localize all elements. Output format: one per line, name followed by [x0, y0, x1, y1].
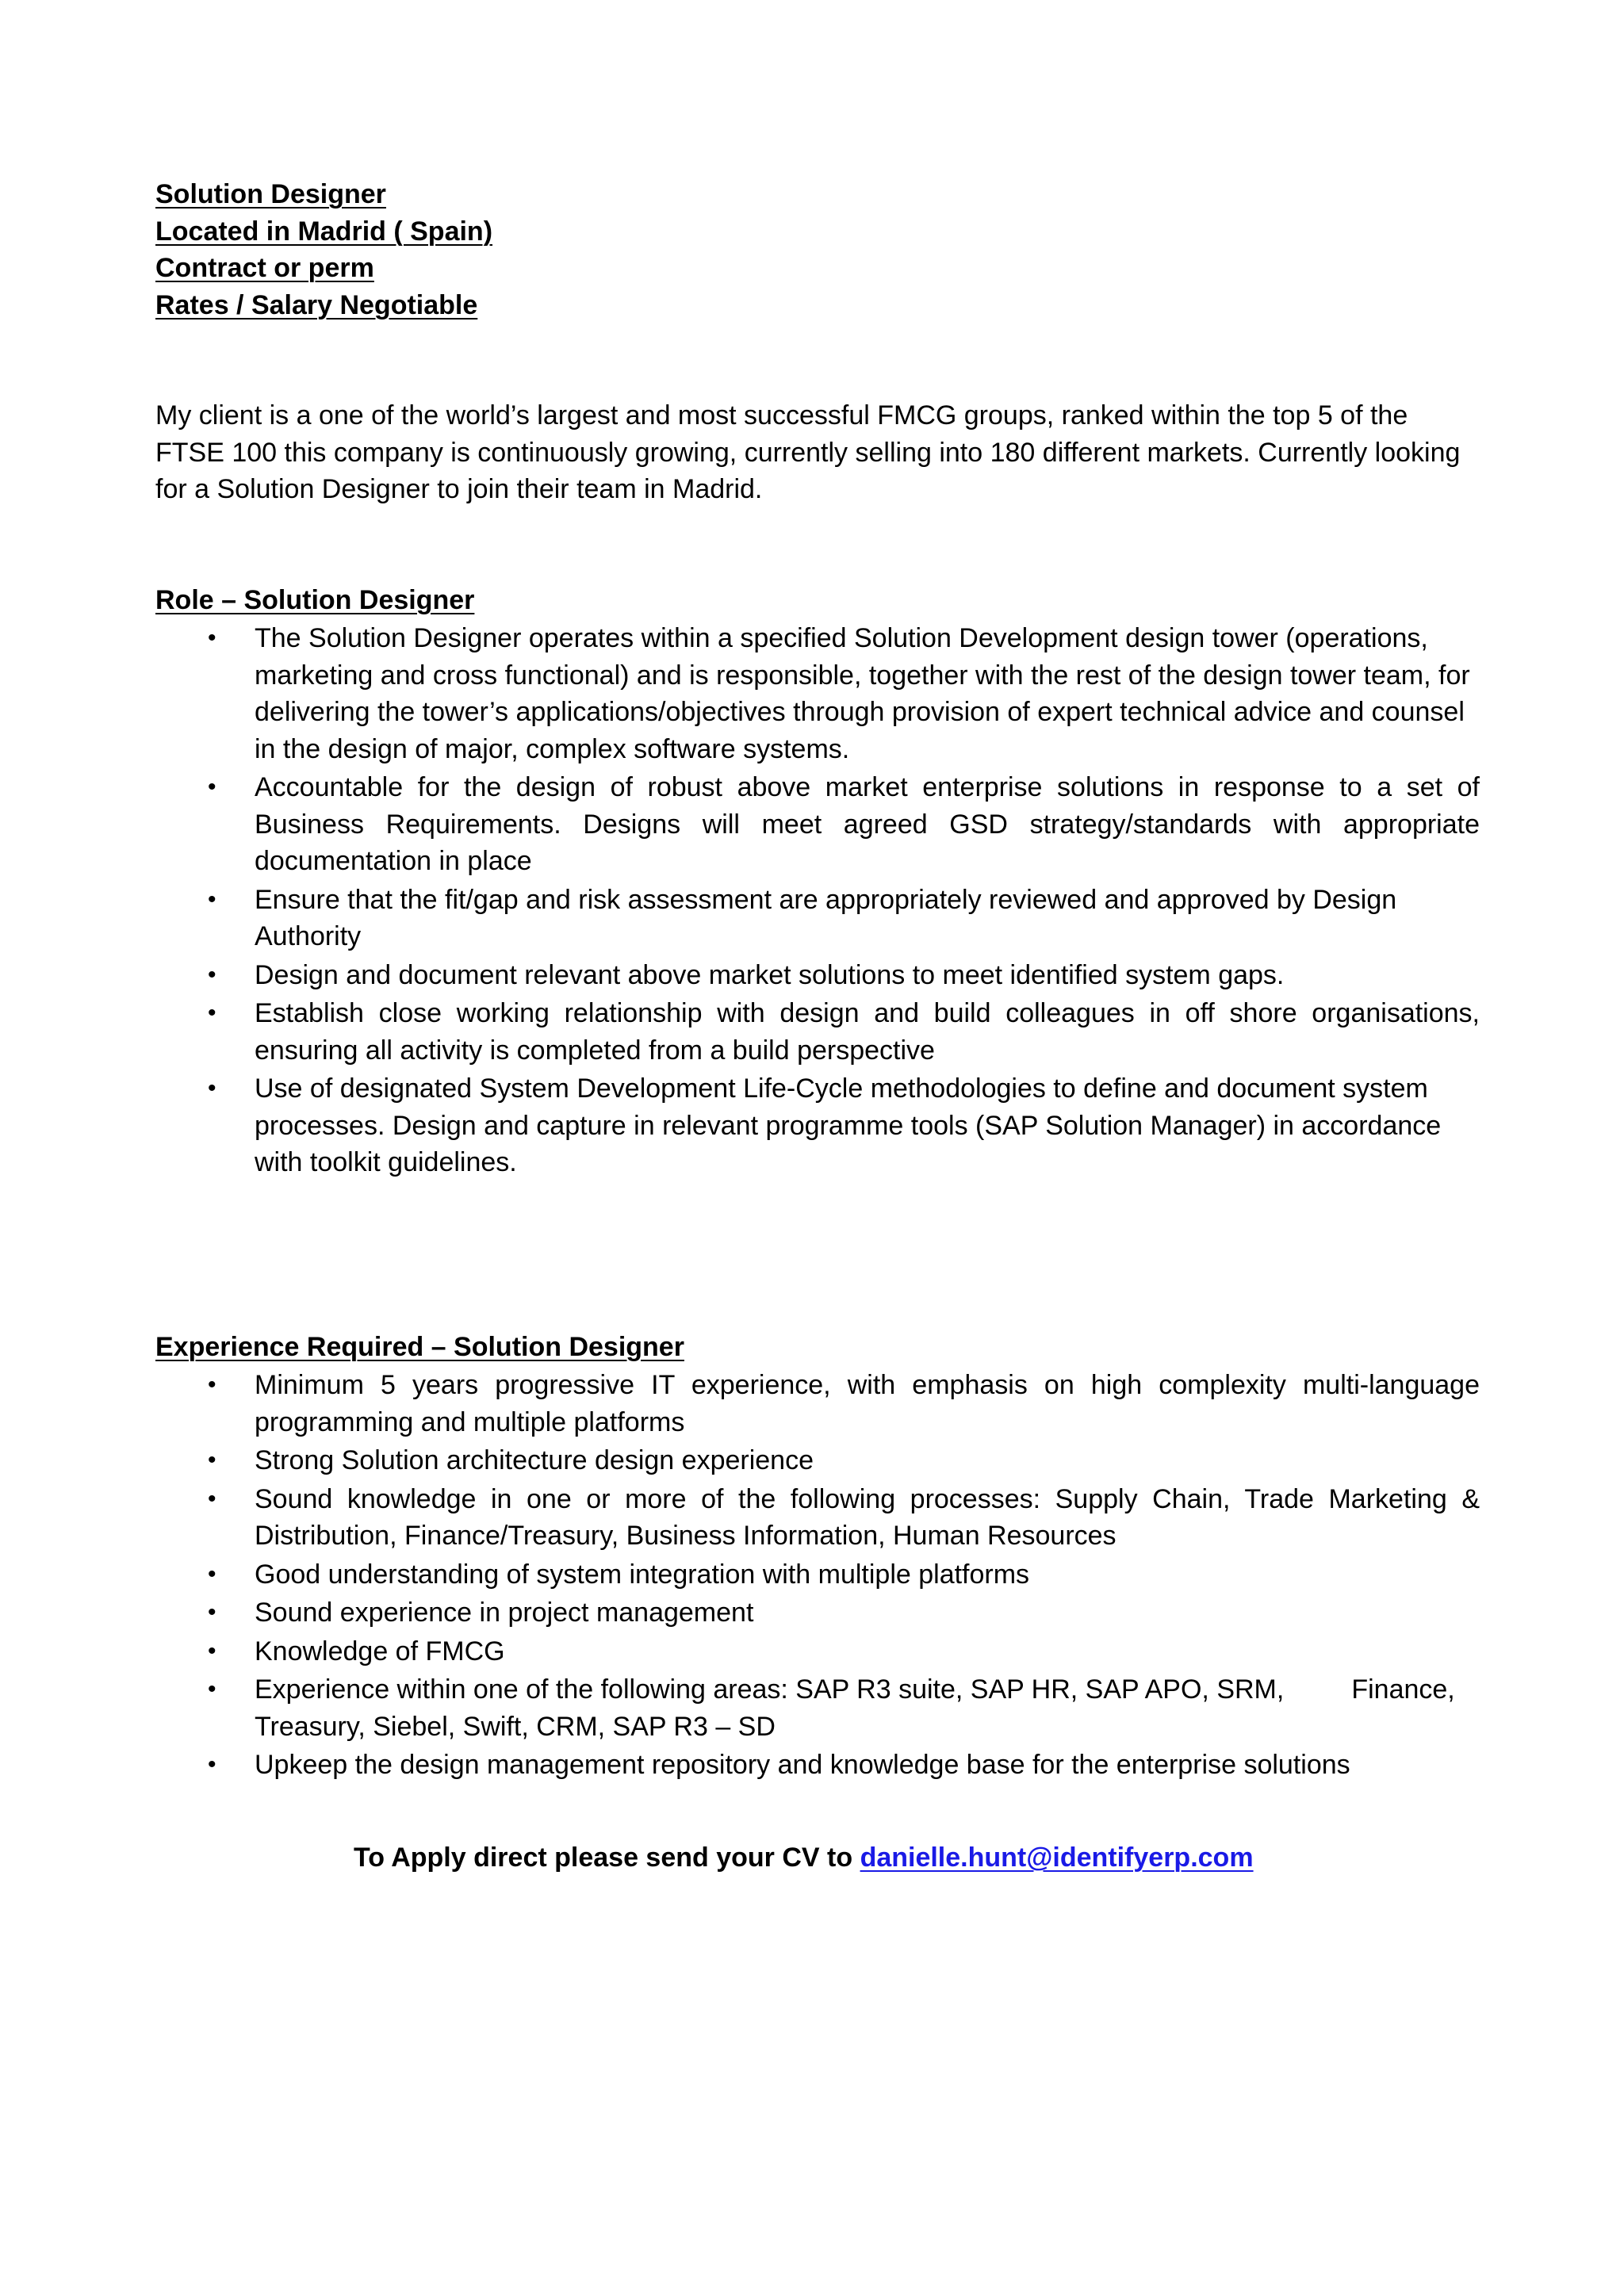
bullet-icon: •: [208, 1000, 216, 1026]
list-item-text: Establish close working relationship with design and build colleagues in off shore organisations, ensuring all activity is completed from a build perspective: [255, 998, 1480, 1066]
bullet-icon: •: [208, 1676, 216, 1702]
bullet-icon: •: [208, 625, 216, 651]
list-item-text: The Solution Designer operates within a specified Solution Development design tower (operations, marketing and cross functional) and is responsible, together with the rest of the design tower team, for delivering the tower’s applications/objectives through provision of expert technical advice and counsel in the design of major, complex software systems.: [255, 623, 1470, 764]
bullet-icon: •: [208, 1751, 216, 1777]
list-item: [155, 1481, 1480, 1555]
job-contract-type: Contract or perm: [155, 253, 374, 283]
list-item: [155, 1633, 1480, 1670]
bullet-icon: •: [208, 1637, 216, 1664]
list-item: [155, 1070, 1480, 1181]
intro-paragraph: My client is a one of the world’s largest and most successful FMCG groups, ranked within the top 5 of the FTSE 100 this company is continuously growing, currently selling into 180 different markets. Currently looking for a Solution Designer to join their team in Madrid.: [155, 400, 1461, 504]
list-item-text: Good understanding of system integration with multiple platforms: [255, 1559, 1030, 1590]
apply-email-link[interactable]: danielle.hunt@identifyerp.com: [860, 1842, 1254, 1873]
list-item-text: Knowledge of FMCG: [255, 1636, 505, 1667]
bullet-icon: •: [208, 774, 216, 800]
list-item-text: Minimum 5 years progressive IT experience, with emphasis on high complexity multi-language programming and multiple platforms: [255, 1370, 1480, 1437]
list-item: [155, 957, 1480, 994]
job-salary: Rates / Salary Negotiable: [155, 289, 478, 320]
list-item: [155, 1367, 1480, 1441]
apply-text: To Apply direct please send your CV to: [354, 1842, 860, 1873]
bullet-icon: •: [208, 886, 216, 913]
experience-section: [155, 1181, 1480, 1784]
list-item-text: Sound experience in project management: [255, 1598, 754, 1628]
role-section-title: Role – Solution Designer: [155, 584, 475, 615]
job-header: [155, 176, 1480, 323]
list-item-text: Accountable for the design of robust above market enterprise solutions in response to a set of Business Requirements. Designs will meet agreed GSD strategy/standards with appropriate documentation in place: [255, 772, 1480, 876]
list-item: [155, 1747, 1480, 1784]
bullet-icon: •: [208, 1560, 216, 1587]
list-item-text: Strong Solution architecture design experience: [255, 1445, 814, 1475]
list-item-text: Sound knowledge in one or more of the following processes: Supply Chain, Trade Marketing & Distribution, Finance/Treasury, Business Information, Human Resources: [255, 1483, 1480, 1551]
role-section: [155, 508, 1480, 1181]
list-item: [155, 1594, 1480, 1632]
bullet-icon: •: [208, 1599, 216, 1625]
list-item-text: Upkeep the design management repository and knowledge base for the enterprise solutions: [255, 1750, 1350, 1780]
list-item: [155, 1556, 1480, 1594]
job-title: Solution Designer: [155, 179, 386, 209]
job-location: Located in Madrid ( Spain): [155, 216, 493, 247]
list-item: [155, 882, 1480, 955]
bullet-icon: •: [208, 1372, 216, 1398]
list-item: [155, 995, 1480, 1069]
list-item: [155, 620, 1480, 767]
experience-section-title: Experience Required – Solution Designer: [155, 1331, 684, 1362]
apply-line: [155, 1784, 1480, 1877]
experience-bullet-list: [155, 1367, 1480, 1784]
list-item: [155, 1442, 1480, 1479]
bullet-icon: •: [208, 961, 216, 988]
list-item: [155, 1671, 1480, 1745]
bullet-icon: •: [208, 1075, 216, 1101]
list-item-text: Experience within one of the following areas: SAP R3 suite, SAP HR, SAP APO, SRM, Finance, Treasury, Siebel, Swift, CRM, SAP R3 – SD: [255, 1674, 1462, 1742]
bullet-icon: •: [208, 1485, 216, 1512]
document-content: [155, 176, 1480, 1876]
list-item-text: Use of designated System Development Life-Cycle methodologies to define and document system processes. Design and capture in relevant programme tools (SAP Solution Manager) in accordance with toolkit guidelines.: [255, 1073, 1442, 1177]
role-bullet-list: [155, 620, 1480, 1181]
list-item-text: Ensure that the fit/gap and risk assessment are appropriately reviewed and approved by Design Authority: [255, 884, 1397, 951]
list-item-text: Design and document relevant above market solutions to meet identified system gaps.: [255, 959, 1285, 990]
list-item: [155, 769, 1480, 880]
bullet-icon: •: [208, 1447, 216, 1473]
